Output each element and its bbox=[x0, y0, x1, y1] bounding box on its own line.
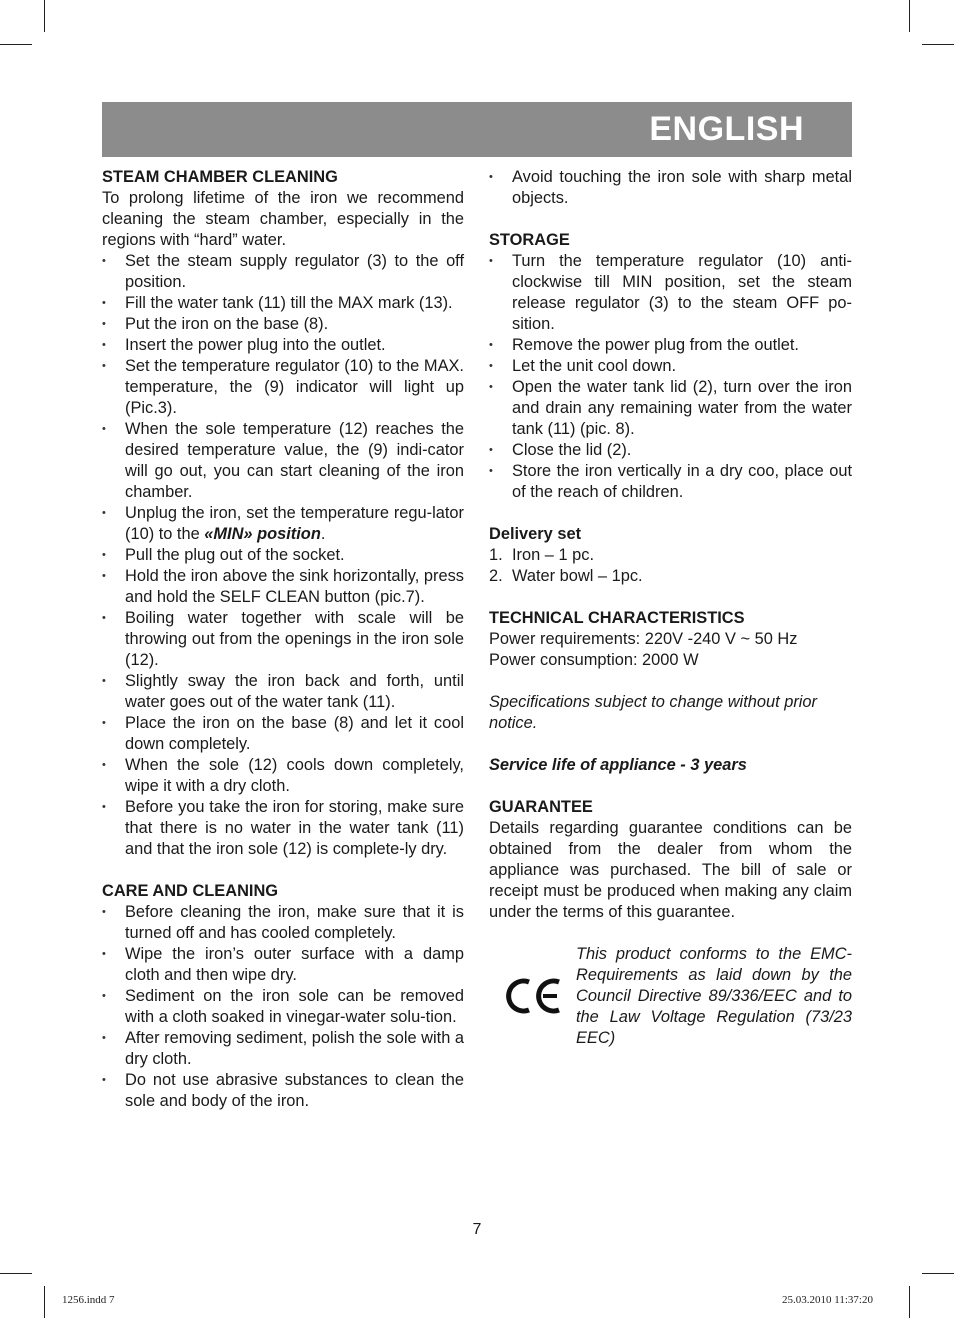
list-item: • Pull the plug out of the socket. bbox=[102, 545, 464, 566]
slug-filename: 1256.indd 7 bbox=[62, 1294, 115, 1306]
slug-timestamp: 25.03.2010 11:37:20 bbox=[782, 1294, 873, 1306]
list-item: • Slightly sway the iron back and forth, until water goes out of the water tank (11). bbox=[102, 671, 464, 713]
list-item-text: Water bowl – 1pc. bbox=[512, 567, 643, 585]
list-item: • Before you take the iron for storing, make sure that there is no water in the water tank (11) and that the iron sole (12) is complete-ly dry. bbox=[102, 797, 464, 860]
crop-mark bbox=[909, 1286, 910, 1318]
section-heading-storage: STORAGE bbox=[489, 231, 570, 249]
steam-intro: To prolong lifetime of the iron we recommend cleaning the steam chamber, especially in the regions with “hard” water. bbox=[102, 189, 464, 249]
crop-mark bbox=[44, 1286, 45, 1318]
crop-mark bbox=[0, 1273, 32, 1274]
list-item: • Avoid touching the iron sole with sharp metal objects. bbox=[489, 167, 852, 209]
list-item: • Open the water tank lid (2), turn over the iron and drain any remaining water from the water tank (11) (pic. 8). bbox=[489, 377, 852, 440]
crop-mark bbox=[44, 0, 45, 32]
list-item: • When the sole temperature (12) reaches the desired temperature value, the (9) indi-cator will go out, you can start cleaning of the iron chamber. bbox=[102, 419, 464, 503]
list-item: • Store the iron vertically in a dry coo, place out of the reach of children. bbox=[489, 461, 852, 503]
section-heading-steam-chamber: STEAM CHAMBER CLEANING bbox=[102, 168, 338, 186]
right-column bbox=[489, 167, 852, 1054]
list-item: • Place the iron on the base (8) and let it cool down completely. bbox=[102, 713, 464, 755]
guarantee-text: Details regarding guarantee conditions can be obtained from the dealer from whom the appliance was purchased. The bill of sale or receipt must be produced when making any claim under the terms of this guarantee. bbox=[489, 819, 852, 921]
list-item: • When the sole (12) cools down completely, wipe it with a dry cloth. bbox=[102, 755, 464, 797]
ce-conformity-text: This product conforms to the EMC-Requirements as laid down by the Council Directive 89/336/EEC and to the Law Voltage Regulation (73/23 EEC) bbox=[576, 945, 852, 1047]
list-item-text: Unplug the iron, set the temperature regu-lator (10) to the bbox=[125, 504, 464, 543]
min-position-label: «MIN» position bbox=[204, 525, 321, 543]
section-heading-technical: TECHNICAL CHARACTERISTICS bbox=[489, 609, 745, 627]
care-continued-list bbox=[489, 167, 852, 209]
list-item: • Before cleaning the iron, make sure that it is turned off and has cooled completely. bbox=[102, 902, 464, 944]
list-item: • Wipe the iron’s outer surface with a damp cloth and then wipe dry. bbox=[102, 944, 464, 986]
crop-mark bbox=[922, 44, 954, 45]
list-item bbox=[489, 566, 852, 587]
section-heading-delivery-set: Delivery set bbox=[489, 525, 582, 543]
service-life: Service life of appliance - 3 years bbox=[489, 756, 747, 774]
list-item: • Set the steam supply regulator (3) to the off position. bbox=[102, 251, 464, 293]
delivery-list bbox=[489, 545, 852, 587]
list-item: • Insert the power plug into the outlet. bbox=[102, 335, 464, 356]
list-item bbox=[489, 545, 852, 566]
list-item: • Hold the iron above the sink horizontally, press and hold the SELF CLEAN button (pic.7). bbox=[102, 566, 464, 608]
list-item: • Let the unit cool down. bbox=[489, 356, 852, 377]
section-heading-guarantee: GUARANTEE bbox=[489, 798, 593, 816]
list-number: 1. bbox=[489, 546, 503, 564]
list-item: • Remove the power plug from the outlet. bbox=[489, 335, 852, 356]
crop-mark bbox=[922, 1273, 954, 1274]
care-steps-list bbox=[102, 902, 464, 1112]
crop-mark bbox=[909, 0, 910, 32]
steam-steps-list bbox=[102, 251, 464, 860]
ce-mark-icon bbox=[505, 976, 565, 1016]
list-item: • Set the temperature regulator (10) to the MAX. temperature, the (9) indicator will light up (Pic.3). bbox=[102, 356, 464, 419]
power-requirements: Power requirements: 220V -240 V ~ 50 Hz bbox=[489, 630, 798, 648]
list-item-text: Iron – 1 pc. bbox=[512, 546, 595, 564]
list-item: • Boiling water together with scale will be throwing out from the openings in the iron sole (12). bbox=[102, 608, 464, 671]
list-item: • Put the iron on the base (8). bbox=[102, 314, 464, 335]
list-item: • Fill the water tank (11) till the MAX mark (13). bbox=[102, 293, 464, 314]
list-item: • Do not use abrasive substances to clean the sole and body of the iron. bbox=[102, 1070, 464, 1112]
ce-conformity-block bbox=[489, 944, 852, 1054]
list-item: • Close the lid (2). bbox=[489, 440, 852, 461]
list-item: • After removing sediment, polish the sole with a dry cloth. bbox=[102, 1028, 464, 1070]
storage-steps-list bbox=[489, 251, 852, 503]
page-number: 7 bbox=[472, 1221, 482, 1238]
crop-mark bbox=[0, 44, 32, 45]
list-item: • Turn the temperature regulator (10) anti-clockwise till MIN position, set the steam release regulator (3) to the steam OFF po-sition. bbox=[489, 251, 852, 335]
specs-note: Specifications subject to change without prior notice. bbox=[489, 693, 817, 732]
list-item: • Sediment on the iron sole can be removed with a cloth soaked in vinegar-water solu-tion. bbox=[102, 986, 464, 1028]
page-title: ENGLISH bbox=[649, 110, 804, 148]
language-header-bar bbox=[102, 102, 852, 157]
power-consumption: Power consumption: 2000 W bbox=[489, 651, 699, 669]
left-column bbox=[102, 167, 464, 1112]
list-item: • Unplug the iron, set the temperature regu-lator (10) to the «MIN» position. bbox=[102, 503, 464, 545]
list-number: 2. bbox=[489, 567, 503, 585]
section-heading-care-cleaning: CARE AND CLEANING bbox=[102, 882, 279, 900]
